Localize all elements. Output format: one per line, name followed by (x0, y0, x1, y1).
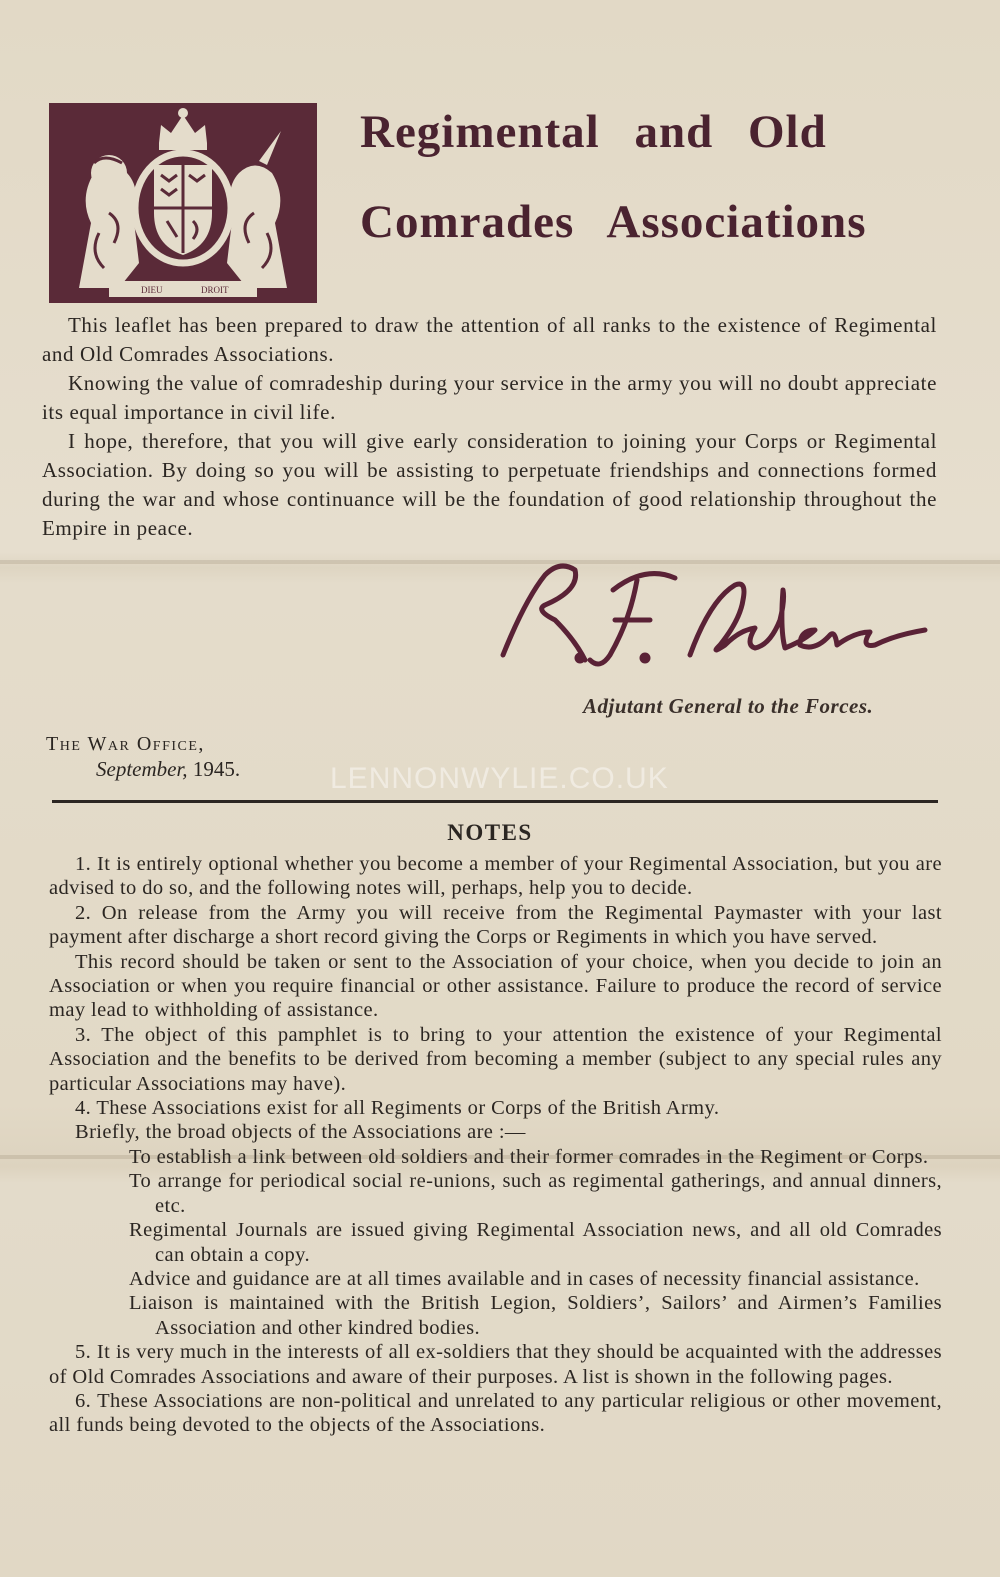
office-date (96, 757, 240, 782)
date-year: 1945. (192, 757, 241, 781)
note-paragraph: 1. It is entirely optional whether you become a member of your Regimental Association, but you are advised to do so, and the following notes will, perhaps, help you to decide. (49, 853, 942, 900)
motto-right: DROIT (201, 285, 229, 295)
note-paragraph: This record should be taken or sent to the Association of your choice, when you decide to join an Association or when you require financial or other assistance. Failure to produce the record of service may lead to withholding of assistance. (49, 950, 942, 1022)
notes-heading: NOTES (447, 820, 533, 845)
note-paragraph: 5. It is very much in the interests of all ex-soldiers that they should be acquainted with the addresses of Old Comrades Associations and aware of their purposes. A list is shown in the following pages. (49, 1341, 942, 1388)
document-title-line1: Regimental and Old (360, 106, 827, 158)
object-item: To establish a link between old soldiers and their former comrades in the Regiment or Corps. (129, 1145, 929, 1168)
intro-paragraph: I hope, therefore, that you will give early consideration to joining your Corps or Regimental Association. By doing so you will be assisting to perpetuate friendships and connections formed during the war and whose continuance will be the foundation of good relationship throughout the Empire in peace. (42, 429, 937, 540)
intro-paragraph: Knowing the value of comradeship during your service in the army you will no doubt appreciate its equal importance in civil life. (42, 371, 937, 424)
notes-body (49, 852, 942, 1438)
divider-rule (52, 800, 938, 803)
watermark: LENNONWYLIE.CO.UK (330, 762, 669, 795)
note-paragraph: 6. These Associations are non-political and unrelated to any particular religious or other movement, all funds being devoted to the objects of the Associations. (49, 1389, 942, 1437)
intro-paragraph: This leaflet has been prepared to draw the attention of all ranks to the existence of Regimental and Old Comrades Associations. (42, 313, 937, 366)
object-item: Liaison is maintained with the British Legion, Soldiers’, Sailors’ and Airmen’s Families Association and other kindred bodies. (129, 1292, 942, 1339)
office-name: The War Office, (46, 733, 205, 755)
note-paragraph: 4. These Associations exist for all Regiments or Corps of the British Army. (75, 1097, 720, 1120)
signature-image (485, 560, 945, 675)
signature-name: R. F. Adam (495, 672, 500, 673)
objects-intro: Briefly, the broad objects of the Associations are :— (75, 1121, 526, 1144)
object-item: To arrange for periodical social re-unions, such as regimental gatherings, and annual dinners, etc. (129, 1170, 942, 1217)
royal-coat-of-arms (49, 103, 317, 303)
motto-left: DIEU (141, 285, 163, 295)
note-paragraph: 3. The object of this pamphlet is to bring to your attention the existence of your Regimental Association and the benefits to be derived from becoming a member (subject to any special rules any particular Associations may have). (49, 1023, 942, 1095)
object-item: Regimental Journals are issued giving Regimental Association news, and all old Comrades can obtain a copy. (129, 1219, 942, 1266)
note-paragraph: 2. On release from the Army you will receive from the Regimental Paymaster with your last payment after discharge a short record giving the Corps or Regiments in which you have served. (49, 901, 942, 949)
document-title-line2: Comrades Associations (360, 196, 867, 248)
object-item: Advice and guidance are at all times available and in cases of necessity financial assistance. (129, 1267, 920, 1290)
intro-text (42, 311, 937, 543)
coat-of-arms-icon (49, 103, 317, 303)
date-month: September, (96, 757, 188, 781)
signatory-title: Adjutant General to the Forces. (583, 694, 874, 718)
handwritten-signature (485, 560, 945, 675)
